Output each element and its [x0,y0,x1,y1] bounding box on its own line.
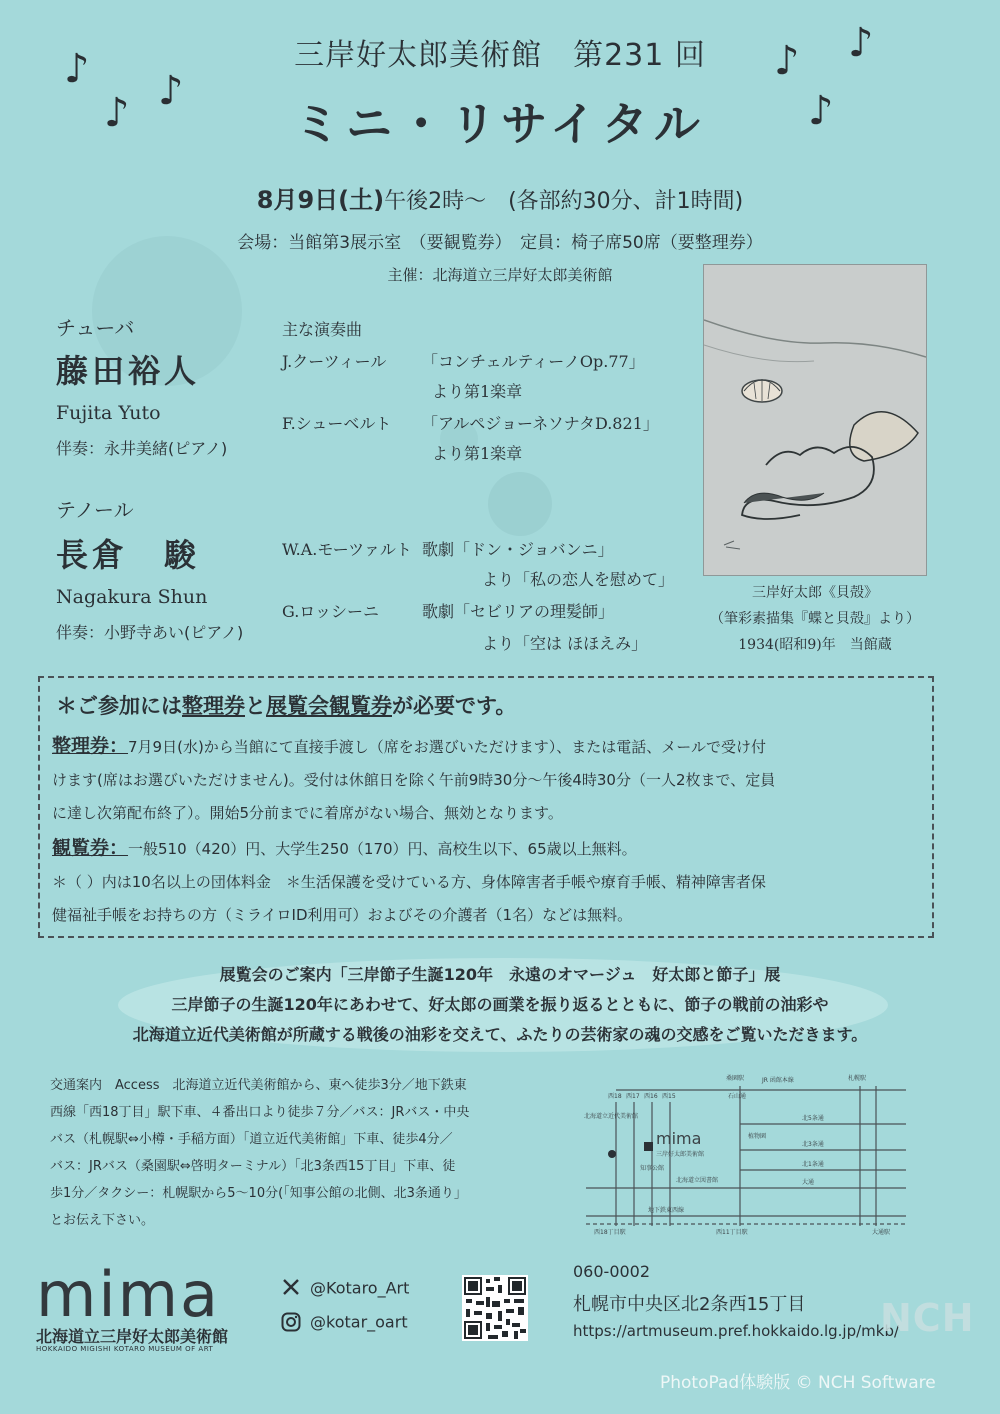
ticket-line: けます(席はお選びいただけません)。受付は休館日を除く午前9時30分〜午後4時30分（一人2枚まで、定員 [52,771,776,789]
watermark-text: PhotoPad体験版 © NCH Software [660,1373,936,1393]
access-line: バス：JRバス（桑園駅⇔啓明ターミナル）「北3条西15丁目」下車、徒 [50,1159,456,1174]
piece-part: より第1楽章 [432,444,523,463]
music-note-icon: ♪ [158,68,184,114]
music-note-icon: ♪ [64,46,90,92]
event-host: 主催：北海道立三岸好太郎美術館 [387,266,613,284]
map-sapporo-station: 札幌駅 [848,1075,867,1082]
map-nishi11-station: 西11丁目駅 [716,1229,748,1236]
qr-code[interactable] [462,1275,528,1341]
fee-text: 一般510（420）円、大学生250（170）円、高校生以下、65歳以上無料。 [128,840,637,858]
museum-marker [644,1142,653,1151]
museum-website-link[interactable]: https://artmuseum.pref.hokkaido.lg.jp/mkb/ [573,1322,900,1340]
music-note-icon: ♪ [774,38,800,84]
ticket-label: 整理券： [52,735,129,757]
map-museum-label: 三岸好太郎美術館 [656,1151,705,1158]
notice-ticket1: 整理券 [182,694,245,718]
artwork-caption [690,580,940,658]
piece-part: より「私の恋人を慰めて」 [482,570,675,589]
instagram-handle: @kotar_oart [310,1312,408,1332]
piece-composer: G.ロッシーニ [282,602,379,621]
map-subway-line: 地下鉄東西線 [648,1207,685,1214]
decorative-circle-small [488,472,552,536]
music-note-icon: ♪ [808,88,834,134]
map-street-label: 西16 [644,1093,658,1100]
fee-label: 観覧券： [52,837,129,859]
ticket-line: に達し次第配布終了）。開始5分前までに着席がない場合、無効となります。 [52,804,563,822]
map-street-label: 西18 [608,1093,622,1100]
event-date-time [0,180,1000,215]
notice-heading [56,690,516,720]
map-soen-station: 桑園駅 [726,1075,745,1082]
event-date: 8月9日(土) [256,186,385,214]
artwork-image [703,264,927,576]
access-line: 交通案内 Access 北海道立近代美術館から、東へ徒歩3分／地下鉄東 [50,1078,467,1093]
piece-work: 歌劇「セビリアの理髪師」 [422,602,615,621]
ticket-info [52,730,922,830]
map-kita5: 北5条通 [802,1115,824,1122]
access-info [50,1072,550,1234]
map-jr-label: JR 函館本線 [762,1077,794,1084]
piece-work: 「アルペジョーネソナタD.821」 [422,414,659,433]
artwork-source: （筆彩素描集『蝶と貝殻』より） [710,611,920,627]
map-library-label: 北海道立図書館 [676,1177,719,1184]
piece-composer: W.A.モーツァルト [282,540,412,559]
postal-code: 060-0002 [573,1262,651,1281]
access-line: 西線「西18丁目」駅下車、４番出口より徒歩７分／バス：JRバス・中央 [50,1105,470,1120]
shell-drawing [704,265,926,575]
notice-prefix: ＊ご参加には [56,694,182,718]
ticket-line: 7月9日(水)から当館にて直接手渡し（席をお選びいただけます）、または電話、メールで受け付 [128,738,767,756]
piece-part: より第1楽章 [432,382,523,401]
event-title: ミニ・リサイタル [294,97,706,151]
performer-category: テノール [56,498,134,522]
performer-name: 藤田裕人 [56,352,201,390]
event-subtitle: 三岸好太郎美術館 第231 回 [294,38,706,73]
artwork-date: 1934(昭和9)年 当館蔵 [738,637,892,653]
performer-accompanist: 伴奏：永井美緒(ピアノ) [56,439,228,458]
performer-accompanist: 伴奏：小野寺あい(ピアノ) [56,623,244,642]
instagram-icon [280,1312,302,1334]
music-note-icon: ♪ [848,20,874,66]
notice-suffix: が必要です。 [392,694,517,718]
notice-ticket2: 展覧会観覧券 [266,694,392,718]
museum-logo: mima [36,1258,221,1331]
map-modern-label: 北海道立近代美術館 [584,1113,639,1120]
event-time: 午後2時〜 (各部約30分、計1時間) [384,189,744,214]
fee-note: ＊（ ）内は10名以上の団体料金 ＊生活保護を受けている方、身体障害者手帳や療育手帳、精神障害者保 [52,873,766,891]
map-nishi18-station: 西18丁目駅 [594,1229,626,1236]
map-odori-station: 大通駅 [872,1229,891,1236]
map-kita3: 北3条通 [802,1141,824,1148]
exhibition-description: 三岸節子の生誕120年にあわせて、好太郎の画業を振り返るとともに、節子の戦前の油彩や [171,995,829,1014]
map-mima-label: mima [656,1129,702,1148]
map-street-label: 石山通 [728,1093,747,1100]
map-street-label: 西15 [662,1093,676,1100]
piece-part: より「空は ほほえみ」 [482,634,648,653]
repertoire-heading: 主な演奏曲 [282,320,363,339]
artwork-title: 三岸好太郎《貝殻》 [752,585,878,601]
piece-composer: J.クーツィール [282,352,387,371]
piece-work: 歌劇「ドン・ジョバンニ」 [422,540,614,559]
museum-name-en: HOKKAIDO MIGISHI KOTARO MUSEUM OF ART [36,1345,214,1353]
music-note-icon: ♪ [104,90,130,136]
map-street-label: 西17 [626,1093,640,1100]
map-kita1: 北1条通 [802,1161,824,1168]
map-shokubutsu-label: 植物園 [748,1133,767,1140]
x-account-link[interactable] [280,1278,409,1300]
piece-work: 「コンチェルティーノOp.77」 [422,352,645,371]
access-line: 歩1分／タクシー：札幌駅から5〜10分(「知事公館の北側、北3条通り」 [50,1186,467,1201]
x-handle: @Kotaro_Art [310,1278,410,1298]
performer-roman-name: Nagakura Shun [56,586,208,608]
access-line: とお伝え下さい。 [50,1213,155,1228]
map-odori: 大通 [802,1179,815,1186]
x-logo-icon [280,1278,302,1300]
access-map [576,1066,912,1236]
fee-note: 健福祉手帳をお持ちの方（ミライロID利用可）およびその介護者（1名）などは無料。 [52,906,633,924]
access-line: バス（札幌駅⇔小樽・手稲方面）「道立近代美術館」下車、徒歩4分／ [50,1132,453,1147]
piece-composer: F.シューベルト [282,414,392,433]
museum-name-jp: 北海道立三岸好太郎美術館 [36,1327,229,1346]
modern-museum-marker [608,1150,616,1158]
exhibition-title: 展覧会のご案内「三岸節子生誕120年 永遠のオマージュ 好太郎と節子」展 [219,965,781,984]
exhibition-description: 北海道立近代美術館が所蔵する戦後の油彩を交えて、ふたりの芸術家の魂の交感をご覧いただきます。 [132,1025,868,1044]
fee-info [52,832,922,932]
instagram-account-link[interactable] [280,1312,408,1334]
map-chiji-label: 知事公館 [640,1165,665,1172]
performer-roman-name: Fujita Yuto [56,402,161,424]
performer-name: 長倉 駿 [56,536,201,574]
performer-category: チューバ [56,316,135,340]
event-venue: 会場：当館第3展示室 （要観覧券） 定員：椅子席50席（要整理券） [237,233,763,253]
notice-mid: と [245,694,266,718]
street-address: 札幌市中央区北2条西15丁目 [573,1294,806,1315]
nch-logo: NCH [880,1296,975,1340]
